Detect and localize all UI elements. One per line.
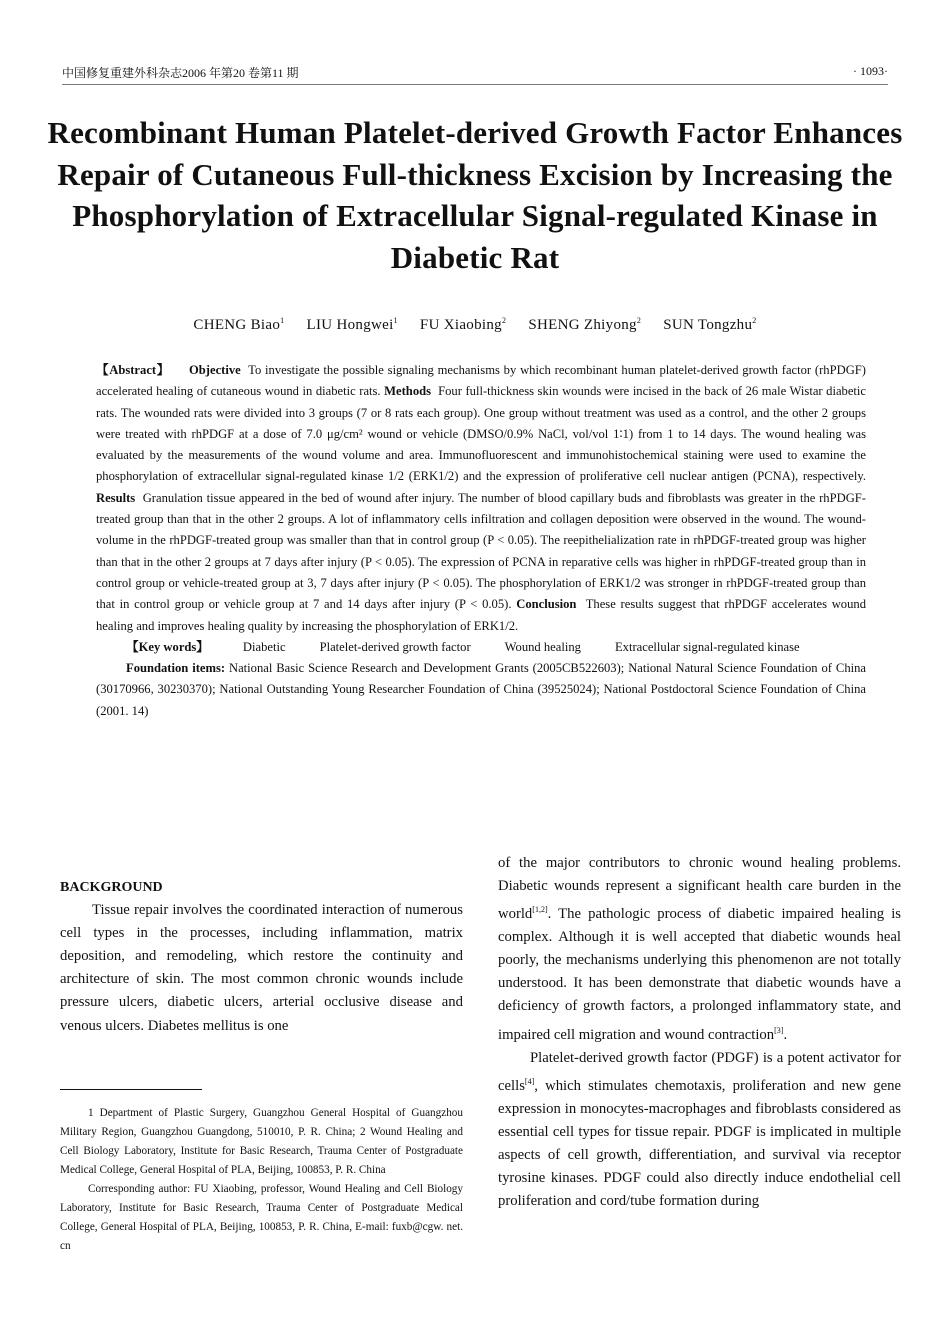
author: FU Xiaobing$^2$	[419, 316, 507, 333]
footnote-divider	[60, 1089, 202, 1090]
citation: [4]	[524, 1076, 535, 1086]
author: CHENG Biao$^1$	[193, 316, 285, 333]
section-heading: BACKGROUND	[60, 880, 163, 895]
foundation-text: National Basic Science Research and Development Grants (2005CB522603); National Natural Science Foundation of China (30170966, 30230370); National Outstanding Young Researcher Foundation of China (39525024); National Postdoctoral Science Foundation of China (2001. 14)	[96, 661, 867, 718]
author-list	[40, 316, 910, 334]
keyword: Wound healing	[504, 639, 581, 654]
citation: [3]	[774, 1025, 784, 1035]
objective-label: Objective	[189, 363, 241, 377]
journal-citation: 中国修复重建外科杂志2006 年第20 卷第11 期	[62, 66, 299, 80]
abstract-label: 【Abstract】	[96, 363, 170, 377]
results-label: Results	[96, 490, 136, 505]
corresponding-author-note: Corresponding author: FU Xiaobing, professor, Wound Healing and Cell Biology Laboratory, Institute for Basic Research, Trauma Center of Postgraduate Medical College, General Hospital of PLA, Beijing, 100853, P. R. China, E-mail: fuxb@cgw. net. cn	[60, 1183, 463, 1252]
methods-label: Methods	[384, 384, 432, 399]
objective-text: To investigate the possible signaling mechanisms by which recombinant human platelet-derived growth factor (rhPDGF) accelerated healing of cutaneous wound in diabetic rats.	[96, 363, 866, 399]
keywords-label: 【Key words】	[126, 639, 209, 654]
body-paragraph: Platelet-derived growth factor (PDGF) is a potent activator for cells[4], which stimulates chemotaxis, proliferation and new gene expression in monocytes-macrophages and fibroblasts considered as essential cell types for tissue repair. PDGF is implicated in multiple aspects of cell growth, differentiation, and survival via receptor tyrosine kinases. PDGF could also directly induce endothelial cell proliferation and cord/tube formation during	[498, 1049, 901, 1209]
foundation-items	[96, 658, 866, 722]
page-number: · 1093·	[853, 64, 888, 78]
footnotes	[60, 1104, 463, 1256]
conclusion-text: These results suggest that rhPDGF accelerates wound healing and improves healing quality by increasing the phosphorylation of ERK1/2.	[96, 597, 866, 633]
author: SHENG Zhiyong$^2$	[528, 316, 642, 333]
keyword: Diabetic	[242, 639, 286, 654]
citation: [1,2]	[532, 905, 548, 915]
foundation-label: Foundation items:	[126, 661, 226, 676]
keywords	[96, 637, 866, 658]
left-column	[60, 876, 463, 1038]
conclusion-label: Conclusion	[516, 597, 577, 612]
results-text: Granulation tissue appeared in the bed of wound after injury. The number of blood capillary buds and fibroblasts was greater in the rhPDGF-treated group than that in the other 2 groups. A lot of inflammatory cells infiltration and collagen deposition were observed in the wound. The wound-volume in the rhPDGF-treated group was smaller than that in control group (P < 0.05). The reepithelialization rate in rhPDGF-treated group was higher than that in the other 2 groups at 7 days after injury (P < 0.05). The expression of PCNA in reparative cells was higher in rhPDGF-treated group than in control group or vehicle-treated group at 3, 7 days after injury (P < 0.05). The phosphorylation of ERK1/2 was stronger in rhPDGF-treated group than that in control group or vehicle group at 7 and 14 days after injury (P < 0.05).	[96, 490, 866, 612]
author: LIU Hongwei$^1$	[306, 316, 398, 333]
keyword: Extracellular signal-regulated kinase	[614, 639, 800, 654]
article-title: Recombinant Human Platelet-derived Growth Factor Enhances Repair of Cutaneous Full-thickness Excision by Increasing the Phosphorylation of Extracellular Signal-regulated Kinase in Diabetic Rat	[47, 115, 903, 275]
author: SUN Tongzhu$^2$	[663, 316, 757, 333]
abstract-block	[96, 360, 866, 722]
keyword: Platelet-derived growth factor	[319, 639, 471, 654]
right-column	[498, 852, 901, 1213]
affiliation-note: 1 Department of Plastic Surgery, Guangzhou General Hospital of Guangzhou Military Region, Guangzhou Guangdong, 510010, P. R. China; 2 Wound Healing and Cell Biology Laboratory, Institute for Basic Research, Trauma Center of Postgraduate Medical College, General Hospital of PLA, Beijing, 100853, P. R. China	[60, 1107, 463, 1176]
body-paragraph: Tissue repair involves the coordinated interaction of numerous cell types in the processes, including inflammation, matrix deposition, and remodeling, which restore the continuity and architecture of skin. The most common chronic wounds include pressure ulcers, diabetic ulcers, arterial occlusive disease and venous ulcers. Diabetes mellitus is one	[60, 902, 463, 1034]
abstract-text	[96, 360, 866, 637]
body-paragraph: of the major contributors to chronic wound healing problems. Diabetic wounds represent a significant health care burden in the world[1,2]. The pathologic process of diabetic impaired healing is complex. Although it is well accepted that diabetic wounds heal poorly, the mechanisms underlying this phenomenon are not totally understood. It has been demonstrate that diabetic wounds have a deficiency of growth factors, a prolonged inflammatory state, and impaired cell migration and wound contraction[3].	[498, 855, 901, 1043]
running-header	[62, 62, 888, 85]
methods-text: Four full-thickness skin wounds were incised in the back of 26 male Wistar diabetic rats. The wounded rats were divided into 3 groups (7 or 8 rats each group). One group without treatment was used as a control, and the other 2 groups were treated with rhPDGF at a dose of 7.0 μg/cm² wound or vehicle (DMSO/0.9% NaCl, vol/vol 1∶1) from 1 to 14 days. The wound healing was evaluated by the measurements of the wound volume and area. Immunofluorescent and immunohistochemical staining were used to examine the phosphorylation of extracellular signal-regulated kinase 1/2 (ERK1/2) and the expression of proliferative cell nuclear antigen (PCNA), respectively.	[96, 384, 867, 484]
